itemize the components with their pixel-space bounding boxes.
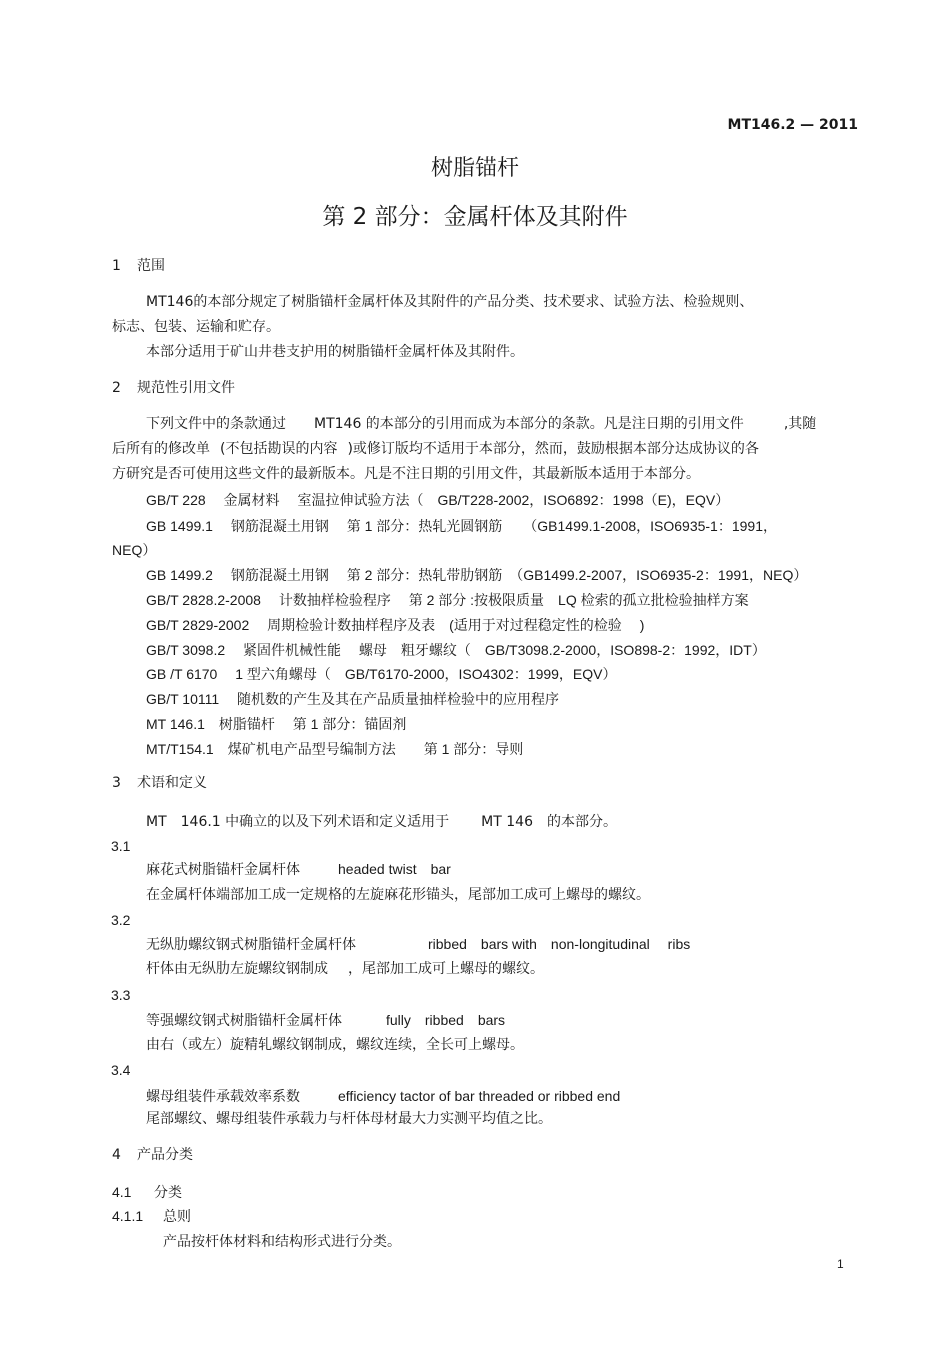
reference-item: MT 146.1 树脂锚杆 第 1 部分：锚固剂 (146, 716, 407, 732)
section-number: 3 (112, 775, 121, 791)
section-title: 范围 (137, 258, 165, 274)
term-number: 3.4 (111, 1062, 131, 1078)
reference-item: GB /T 6170 1 型六角螺母（ GB/T6170-2000，ISO4302：1999，EQV） (146, 666, 617, 682)
reference-item: GB/T 10111 随机数的产生及其在产品质量抽样检验中的应用程序 (146, 691, 560, 707)
standard-number: MT146.2 — 2011 (727, 117, 858, 133)
text-run: ，尾部加工成可上螺母的螺纹。 (348, 961, 544, 977)
paragraph-continuation (112, 442, 759, 456)
section-title: 产品分类 (137, 1147, 193, 1163)
reference-item: GB/T 2828.2-2008 计数抽样检验程序 第 2 部分 :按极限质量 LQ 检索的孤立批检验抽样方案 (146, 592, 749, 608)
term-heading (146, 937, 690, 952)
paragraph: 本部分适用于矿山井巷支护用的树脂锚杆金属杆体及其附件。 (146, 344, 524, 360)
text-run: (不包括勘误的内容 (220, 441, 338, 457)
paragraph-continuation: 方研究是否可使用这些文件的最新版本。凡是不注日期的引用文件，其最新版本适用于本部分。 (112, 466, 700, 482)
term-chinese: 无纵肋螺纹钢式树脂锚杆金属杆体 (146, 937, 356, 953)
paragraph (146, 417, 816, 431)
term-definition: 由右（或左）旋精轧螺纹钢制成，螺纹连续，全长可上螺母。 (146, 1037, 524, 1053)
section-number: 4 (112, 1147, 121, 1163)
term-definition: 尾部螺纹、螺母组装件承载力与杆体母材最大力实测平均值之比。 (146, 1111, 552, 1127)
paragraph (146, 815, 617, 829)
page-number: 1 (837, 1257, 844, 1271)
term-chinese: 麻花式树脂锚杆金属杆体 (146, 862, 300, 878)
subsubsection-title: 总则 (163, 1209, 191, 1225)
section-heading-3 (112, 776, 207, 790)
text-run: MT146 的本部分的引用而成为本部分的条款。凡是注日期的引用文件 (314, 416, 744, 432)
subsubsection-number: 4.1.1 (112, 1208, 144, 1224)
section-number: 1 (112, 258, 121, 274)
subsection-title: 分类 (154, 1185, 182, 1201)
text-run: 杆体由无纵肋左旋螺纹钢制成 (146, 961, 328, 977)
section-heading-2 (112, 381, 235, 395)
term-english: fully ribbed bars (386, 1012, 506, 1028)
term-number: 3.3 (111, 987, 131, 1003)
reference-item: GB 1499.1 钢筋混凝土用钢 第 1 部分：热轧光圆钢筋 （GB1499.1-2008，ISO6935-1：1991， (146, 518, 777, 534)
text-run: MT 146.1 中确立的以及下列术语和定义适用于 (146, 814, 450, 830)
section-heading-4 (112, 1148, 193, 1162)
reference-item: GB/T 3098.2 紧固件机械性能 螺母 粗牙螺纹（ GB/T3098.2-2000，ISO898-2：1992，IDT） (146, 642, 766, 658)
text-run: )或修订版均不适用于本部分，然而，鼓励根据本部分达成协议的各 (347, 441, 759, 457)
reference-item: GB/T 228 金属材料 室温拉伸试验方法（ GB/T228-2002，ISO6892：1998（E)，EQV） (146, 492, 730, 508)
document-title: 树脂锚杆 (430, 156, 519, 181)
paragraph: MT146的本部分规定了树脂锚杆金属杆体及其附件的产品分类、技术要求、试验方法、检验规则、 (146, 294, 754, 310)
document-subtitle: 第 2 部分：金属杆体及其附件 (322, 204, 628, 230)
subsection-number: 4.1 (112, 1184, 132, 1200)
term-definition (146, 962, 544, 976)
text-run: 后所有的修改单 (112, 441, 210, 457)
reference-item-continuation: NEQ） (112, 542, 157, 558)
text-run: 下列文件中的条款通过 (146, 416, 286, 432)
term-chinese: 螺母组装件承载效率系数 (146, 1089, 300, 1105)
subsection-heading (112, 1185, 182, 1200)
subsubsection-heading (112, 1209, 191, 1224)
term-definition: 在金属杆体端部加工成一定规格的左旋麻花形锚头，尾部加工成可上螺母的螺纹。 (146, 887, 650, 903)
reference-item: MT/T154.1 煤矿机电产品型号编制方法 第 1 部分：导则 (146, 741, 524, 757)
term-english: efficiency tactor of bar threaded or ribbed end (338, 1088, 621, 1104)
section-title: 规范性引用文件 (137, 380, 235, 396)
section-heading-1 (112, 259, 165, 273)
term-english: ribbed bars with non-longitudinal ribs (428, 936, 691, 952)
term-chinese: 等强螺纹钢式树脂锚杆金属杆体 (146, 1013, 342, 1029)
reference-item: GB/T 2829-2002 周期检验计数抽样程序及表 (适用于对过程稳定性的检验 ) (146, 617, 645, 633)
section-title: 术语和定义 (137, 775, 207, 791)
paragraph-continuation: 标志、包装、运输和贮存。 (112, 319, 280, 335)
text-run: MT 146 的本部分。 (481, 814, 617, 830)
term-english: headed twist bar (338, 861, 451, 877)
term-number: 3.2 (111, 912, 131, 928)
paragraph: 产品按杆体材料和结构形式进行分类。 (163, 1234, 401, 1250)
text-run: ,其随 (783, 416, 817, 432)
term-number: 3.1 (111, 838, 131, 854)
reference-item: GB 1499.2 钢筋混凝土用钢 第 2 部分：热轧带肋钢筋 （GB1499.2-2007，ISO6935-2：1991，NEQ） (146, 567, 808, 583)
section-number: 2 (112, 380, 121, 396)
term-heading (146, 1089, 620, 1104)
term-heading (146, 862, 451, 877)
term-heading (146, 1013, 505, 1028)
